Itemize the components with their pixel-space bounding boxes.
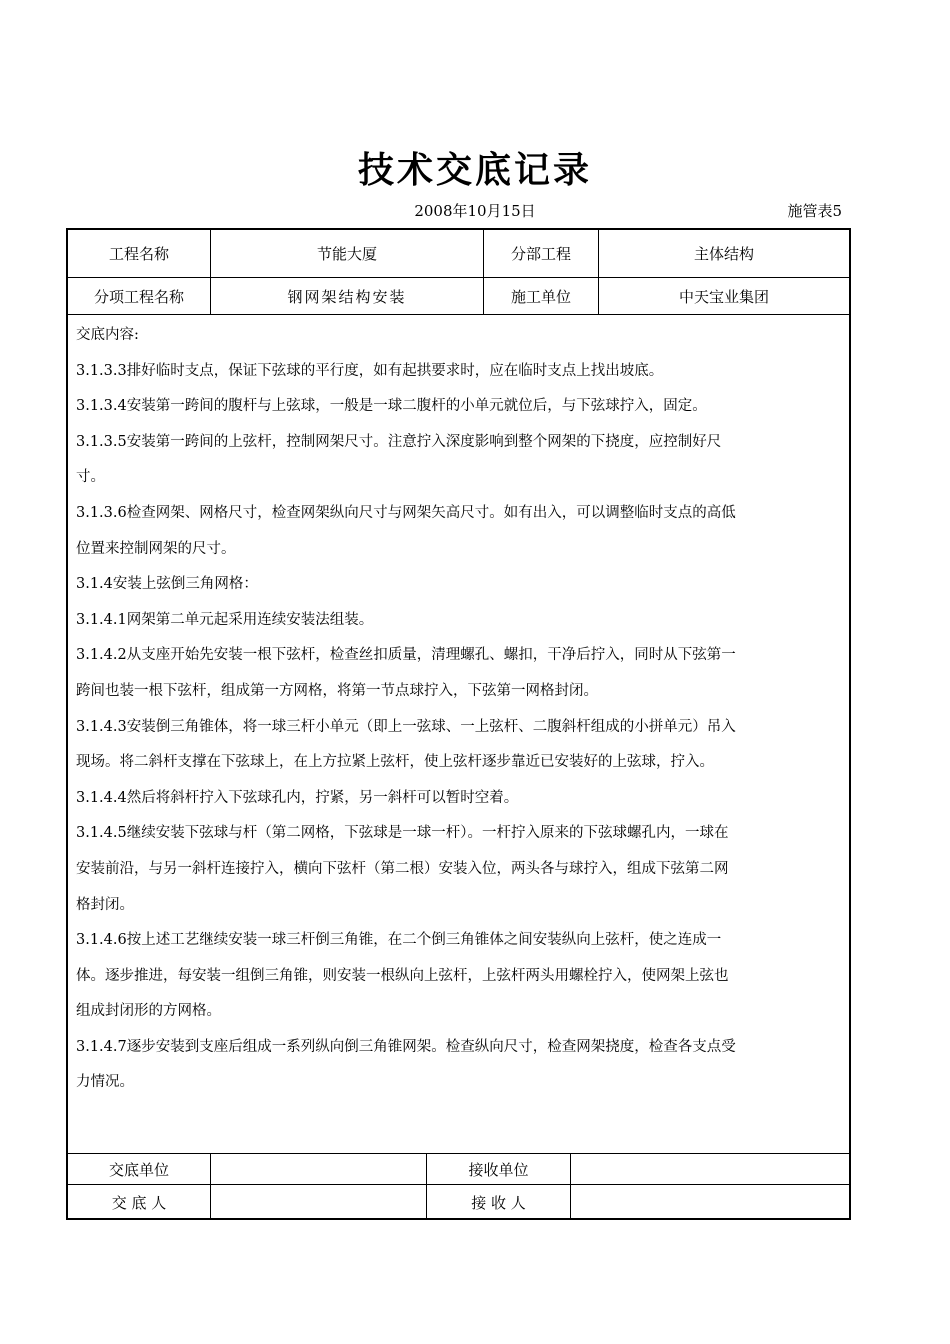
division-label: 分部工程 (510, 245, 571, 263)
receiving-unit-label: 接收单位 (468, 1160, 529, 1179)
handover-person-label: 交 底 人 (111, 1194, 167, 1212)
content-line: 3.1.4.2从支座开始先安装一根下弦杆，检查丝扣质量，清理螺孔、螺扣，干净后拧入，同时从下弦第一 (76, 647, 736, 664)
page-title: 技术交底记录 (357, 150, 592, 191)
form-number: 施管表5 (787, 202, 842, 220)
record-date: 2008年10月15日 (414, 202, 536, 220)
content-line: 位置来控制网架的尺寸。 (76, 540, 236, 557)
content-line: 跨间也装一根下弦杆，组成第一方网格，将第一节点球拧入，下弦第一网格封闭。 (76, 682, 598, 699)
content-line: 3.1.4.5继续安装下弦球与杆（第二网格，下弦球是一球一杆）。一杆拧入原来的下弦球螺孔内，一球在 (76, 825, 729, 842)
content-line: 3.1.3.4安装第一跨间的腹杆与上弦球，一般是一球二腹杆的小单元就位后，与下弦球拧入，固定。 (76, 398, 707, 415)
subitem-value: 钢网架结构安装 (287, 287, 407, 306)
content-line: 3.1.4安装上弦倒三角网格： (76, 576, 258, 593)
project-name-label: 工程名称 (108, 245, 169, 263)
content-line: 现场。将二斜杆支撑在下弦球上，在上方拉紧上弦杆，使上弦杆逐步靠近已安装好的上弦球，拧入。 (76, 754, 714, 771)
content-line: 3.1.4.4然后将斜杆拧入下弦球孔内，拧紧，另一斜杆可以暂时空着。 (76, 789, 519, 806)
content-line: 3.1.4.3安装倒三角锥体，将一球三杆小单元（即上一弦球、一上弦杆、二腹斜杆组成的小拼单元）吊入 (76, 718, 736, 735)
content-line: 交底内容: (76, 327, 139, 343)
division-value: 主体结构 (693, 245, 754, 263)
content-line: 3.1.3.6检查网架、网格尺寸，检查网架纵向尺寸与网架矢高尺寸。如有出入，可以调整临时支点的高低 (76, 504, 736, 521)
content-line: 体。逐步推进，每安装一组倒三角锥，则安装一根纵向上弦杆，上弦杆两头用螺栓拧入，使网架上弦也 (76, 967, 729, 984)
project-name-value: 节能大厦 (316, 245, 377, 263)
content-line: 力情况。 (76, 1074, 134, 1091)
handover-unit-field[interactable] (211, 1154, 426, 1184)
handover-unit-label: 交底单位 (108, 1160, 169, 1179)
content-line: 3.1.3.3排好临时支点，保证下弦球的平行度，如有起拱要求时，应在临时支点上找出坡底。 (76, 362, 664, 379)
content-line: 3.1.4.6按上述工艺继续安装一球三杆倒三角锥，在二个倒三角锥体之间安装纵向上弦杆，使之连成一 (76, 932, 722, 949)
content-line: 组成封闭形的方网格。 (76, 1003, 221, 1020)
content-line: 格封闭。 (76, 896, 134, 913)
subitem-label: 分项工程名称 (93, 287, 184, 306)
receiver-label: 接 收 人 (471, 1194, 526, 1212)
content-line: 3.1.4.7逐步安装到支座后组成一系列纵向倒三角锥网架。检查纵向尺寸，检查网架挠度，检查各支点受 (76, 1038, 736, 1055)
receiving-unit-field[interactable] (571, 1154, 849, 1184)
content-line: 3.1.4.1网架第二单元起采用连续安装法组装。 (76, 611, 374, 628)
handover-person-field[interactable] (211, 1185, 426, 1220)
record-table (66, 228, 851, 1220)
construction-unit-label: 施工单位 (510, 287, 571, 306)
construction-unit-value: 中天宝业集团 (678, 287, 769, 306)
content-line: 安装前沿，与另一斜杆连接拧入，横向下弦杆（第二根）安装入位，两头各与球拧入，组成下弦第二网 (76, 860, 729, 877)
receiver-field[interactable] (571, 1185, 849, 1220)
row-divider (68, 314, 849, 315)
handover-content (76, 318, 841, 1101)
content-line: 寸。 (76, 469, 105, 486)
content-line: 3.1.3.5安装第一跨间的上弦杆，控制网架尺寸。注意拧入深度影响到整个网架的下挠度，应控制好尺 (76, 433, 722, 450)
